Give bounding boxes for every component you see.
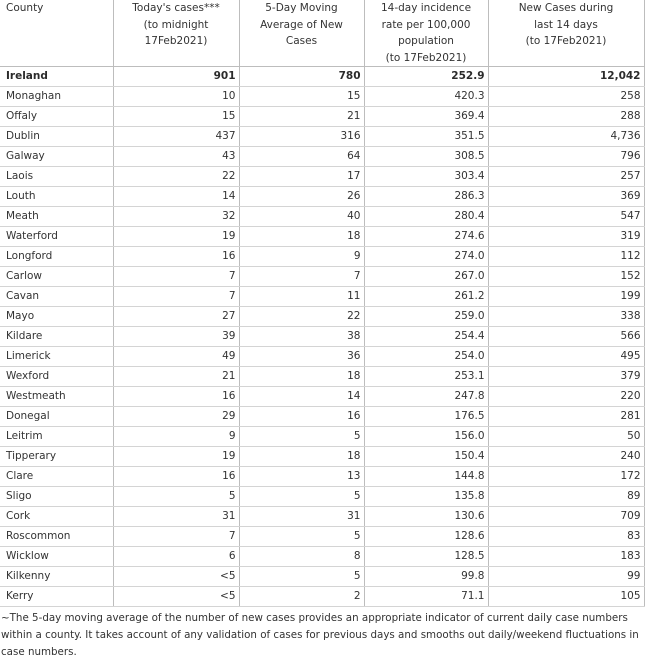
table-row <box>0 587 644 607</box>
county-cell: Donegal <box>0 407 113 427</box>
table-row <box>0 447 644 467</box>
county-cell: Ireland <box>0 67 113 87</box>
new-cases-cell: 199 <box>488 287 644 307</box>
table-row <box>0 167 644 187</box>
new-cases-cell: 288 <box>488 107 644 127</box>
todays-cases-cell: <5 <box>113 567 239 587</box>
table-row <box>0 487 644 507</box>
table-header-row <box>0 0 644 67</box>
incidence-rate-cell: 259.0 <box>364 307 488 327</box>
county-cell: Sligo <box>0 487 113 507</box>
new-cases-cell: 50 <box>488 427 644 447</box>
todays-cases-cell: 16 <box>113 467 239 487</box>
table-row <box>0 327 644 347</box>
county-cell: Offaly <box>0 107 113 127</box>
new-cases-cell: 319 <box>488 227 644 247</box>
incidence-rate-cell: 144.8 <box>364 467 488 487</box>
new-cases-14-days-header: New Cases during last 14 days (to 17Feb2021) <box>488 0 644 67</box>
county-cell: Dublin <box>0 127 113 147</box>
new-cases-cell: 240 <box>488 447 644 467</box>
five-day-average-cell: 316 <box>239 127 364 147</box>
todays-cases-cell: 16 <box>113 247 239 267</box>
five-day-average-cell: 5 <box>239 427 364 447</box>
incidence-rate-cell: 351.5 <box>364 127 488 147</box>
incidence-rate-cell: 254.0 <box>364 347 488 367</box>
table-row <box>0 287 644 307</box>
five-day-average-cell: 8 <box>239 547 364 567</box>
todays-cases-cell: 27 <box>113 307 239 327</box>
todays-cases-cell: 31 <box>113 507 239 527</box>
county-cell: Cork <box>0 507 113 527</box>
todays-cases-cell: 7 <box>113 287 239 307</box>
county-cell: Wexford <box>0 367 113 387</box>
new-cases-cell: 495 <box>488 347 644 367</box>
table-row <box>0 147 644 167</box>
table-row <box>0 467 644 487</box>
county-cell: Tipperary <box>0 447 113 467</box>
table-body <box>0 67 644 607</box>
table-row <box>0 407 644 427</box>
table-row <box>0 207 644 227</box>
incidence-rate-header: 14-day incidence rate per 100,000 population (to 17Feb2021) <box>364 0 488 67</box>
table-row <box>0 227 644 247</box>
table-row <box>0 567 644 587</box>
five-day-average-cell: 14 <box>239 387 364 407</box>
county-cell: Kilkenny <box>0 567 113 587</box>
new-cases-cell: 258 <box>488 87 644 107</box>
five-day-average-cell: 22 <box>239 307 364 327</box>
todays-cases-cell: 10 <box>113 87 239 107</box>
five-day-average-cell: 18 <box>239 447 364 467</box>
incidence-rate-cell: 274.6 <box>364 227 488 247</box>
incidence-rate-cell: 420.3 <box>364 87 488 107</box>
new-cases-cell: 338 <box>488 307 644 327</box>
incidence-rate-cell: 303.4 <box>364 167 488 187</box>
county-cell: Longford <box>0 247 113 267</box>
five-day-average-cell: 15 <box>239 87 364 107</box>
todays-cases-cell: 16 <box>113 387 239 407</box>
new-cases-cell: 12,042 <box>488 67 644 87</box>
table-row <box>0 267 644 287</box>
new-cases-cell: 796 <box>488 147 644 167</box>
todays-cases-cell: 15 <box>113 107 239 127</box>
incidence-rate-cell: 274.0 <box>364 247 488 267</box>
new-cases-cell: 281 <box>488 407 644 427</box>
five-day-average-cell: 7 <box>239 267 364 287</box>
todays-cases-cell: 901 <box>113 67 239 87</box>
county-cell: Limerick <box>0 347 113 367</box>
county-cell: Kildare <box>0 327 113 347</box>
table-row <box>0 107 644 127</box>
incidence-rate-cell: 280.4 <box>364 207 488 227</box>
incidence-rate-cell: 267.0 <box>364 267 488 287</box>
table-row <box>0 87 644 107</box>
new-cases-cell: 369 <box>488 187 644 207</box>
five-day-average-cell: 2 <box>239 587 364 607</box>
incidence-rate-cell: 128.6 <box>364 527 488 547</box>
new-cases-cell: 257 <box>488 167 644 187</box>
incidence-rate-cell: 308.5 <box>364 147 488 167</box>
county-cell: Wicklow <box>0 547 113 567</box>
new-cases-cell: 566 <box>488 327 644 347</box>
five-day-average-cell: 21 <box>239 107 364 127</box>
five-day-average-cell: 9 <box>239 247 364 267</box>
new-cases-cell: 89 <box>488 487 644 507</box>
table-row <box>0 187 644 207</box>
todays-cases-cell: 43 <box>113 147 239 167</box>
five-day-average-cell: 38 <box>239 327 364 347</box>
new-cases-cell: 4,736 <box>488 127 644 147</box>
todays-cases-cell: 6 <box>113 547 239 567</box>
new-cases-cell: 220 <box>488 387 644 407</box>
five-day-average-cell: 5 <box>239 527 364 547</box>
new-cases-cell: 99 <box>488 567 644 587</box>
incidence-rate-cell: 369.4 <box>364 107 488 127</box>
footnote: ~The 5-day moving average of the number of new cases provides an appropriate indicator of current daily case numbers within a county. It takes account of any validation of cases for previous days and smooths out daily/weekend fluctuations in case numbers. <box>1 612 639 658</box>
todays-cases-cell: 49 <box>113 347 239 367</box>
todays-cases-header: Today's cases*** (to midnight 17Feb2021) <box>113 0 239 67</box>
incidence-rate-cell: 135.8 <box>364 487 488 507</box>
new-cases-cell: 172 <box>488 467 644 487</box>
new-cases-cell: 112 <box>488 247 644 267</box>
new-cases-cell: 105 <box>488 587 644 607</box>
county-cell: Cavan <box>0 287 113 307</box>
five-day-average-cell: 26 <box>239 187 364 207</box>
county-cell: Laois <box>0 167 113 187</box>
incidence-rate-cell: 99.8 <box>364 567 488 587</box>
incidence-rate-cell: 130.6 <box>364 507 488 527</box>
county-cell: Leitrim <box>0 427 113 447</box>
five-day-average-cell: 18 <box>239 227 364 247</box>
table-row <box>0 427 644 447</box>
incidence-rate-cell: 254.4 <box>364 327 488 347</box>
five-day-average-header: 5-Day Moving Average of New Cases <box>239 0 364 67</box>
todays-cases-cell: 32 <box>113 207 239 227</box>
five-day-average-cell: 40 <box>239 207 364 227</box>
new-cases-cell: 83 <box>488 527 644 547</box>
new-cases-cell: 379 <box>488 367 644 387</box>
todays-cases-cell: 29 <box>113 407 239 427</box>
new-cases-cell: 547 <box>488 207 644 227</box>
county-cell: Roscommon <box>0 527 113 547</box>
county-cell: Carlow <box>0 267 113 287</box>
incidence-rate-cell: 176.5 <box>364 407 488 427</box>
table-row <box>0 347 644 367</box>
table-row <box>0 547 644 567</box>
county-header: County <box>0 0 113 67</box>
new-cases-cell: 709 <box>488 507 644 527</box>
incidence-rate-cell: 252.9 <box>364 67 488 87</box>
five-day-average-cell: 16 <box>239 407 364 427</box>
table-row <box>0 247 644 267</box>
table-row <box>0 307 644 327</box>
todays-cases-cell: <5 <box>113 587 239 607</box>
five-day-average-cell: 5 <box>239 487 364 507</box>
new-cases-cell: 183 <box>488 547 644 567</box>
new-cases-cell: 152 <box>488 267 644 287</box>
county-cell: Galway <box>0 147 113 167</box>
todays-cases-cell: 437 <box>113 127 239 147</box>
incidence-rate-cell: 286.3 <box>364 187 488 207</box>
five-day-average-cell: 64 <box>239 147 364 167</box>
incidence-rate-cell: 128.5 <box>364 547 488 567</box>
five-day-average-cell: 5 <box>239 567 364 587</box>
county-cell: Clare <box>0 467 113 487</box>
five-day-average-cell: 18 <box>239 367 364 387</box>
incidence-rate-cell: 261.2 <box>364 287 488 307</box>
county-cell: Meath <box>0 207 113 227</box>
county-cell: Kerry <box>0 587 113 607</box>
five-day-average-cell: 780 <box>239 67 364 87</box>
incidence-rate-cell: 247.8 <box>364 387 488 407</box>
five-day-average-cell: 17 <box>239 167 364 187</box>
five-day-average-cell: 31 <box>239 507 364 527</box>
five-day-average-cell: 36 <box>239 347 364 367</box>
todays-cases-cell: 22 <box>113 167 239 187</box>
incidence-rate-cell: 156.0 <box>364 427 488 447</box>
county-cell: Mayo <box>0 307 113 327</box>
table-row <box>0 367 644 387</box>
incidence-rate-cell: 253.1 <box>364 367 488 387</box>
county-cell: Louth <box>0 187 113 207</box>
five-day-average-cell: 11 <box>239 287 364 307</box>
table-row <box>0 507 644 527</box>
todays-cases-cell: 5 <box>113 487 239 507</box>
table-row <box>0 127 644 147</box>
todays-cases-cell: 39 <box>113 327 239 347</box>
total-row <box>0 67 644 87</box>
county-cell: Westmeath <box>0 387 113 407</box>
todays-cases-cell: 19 <box>113 227 239 247</box>
todays-cases-cell: 9 <box>113 427 239 447</box>
five-day-average-cell: 13 <box>239 467 364 487</box>
county-cell: Waterford <box>0 227 113 247</box>
todays-cases-cell: 19 <box>113 447 239 467</box>
todays-cases-cell: 14 <box>113 187 239 207</box>
todays-cases-cell: 7 <box>113 267 239 287</box>
incidence-rate-cell: 150.4 <box>364 447 488 467</box>
incidence-rate-cell: 71.1 <box>364 587 488 607</box>
county-cell: Monaghan <box>0 87 113 107</box>
todays-cases-cell: 7 <box>113 527 239 547</box>
todays-cases-cell: 21 <box>113 367 239 387</box>
table-row <box>0 387 644 407</box>
table-row <box>0 527 644 547</box>
